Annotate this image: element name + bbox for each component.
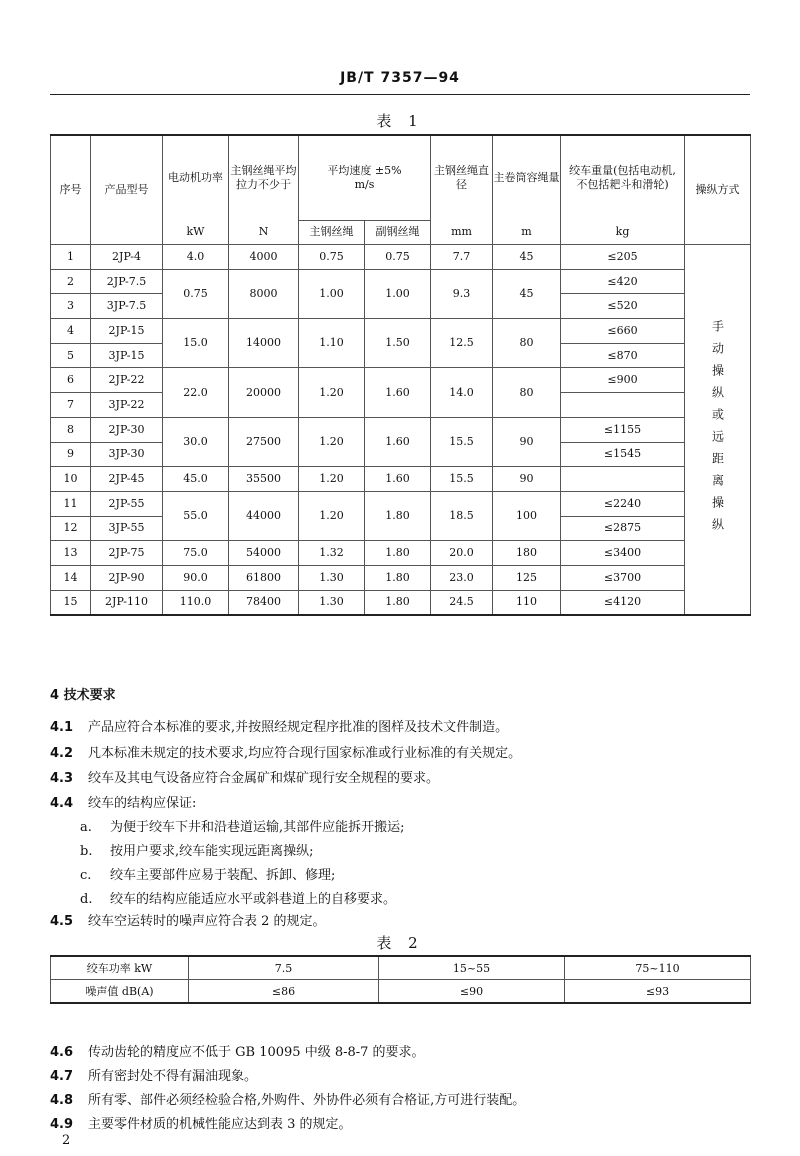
- standard-code: JB/T 7357—94: [340, 70, 460, 86]
- sub-clause: a. 为便于绞车下井和沿巷道运输,其部件应能拆开搬运;: [80, 820, 405, 835]
- cell-speed-main: 1.10: [299, 319, 365, 368]
- header-model: 产品型号: [91, 135, 163, 245]
- table-row: [51, 491, 751, 516]
- cell-seq: 10: [51, 467, 91, 492]
- cell-cap: 45: [493, 245, 561, 270]
- cell-weight: ≤520: [561, 294, 685, 319]
- cell-pull: 14000: [229, 319, 299, 368]
- cell-speed-aux: 1.60: [365, 467, 431, 492]
- cell-cap: 180: [493, 541, 561, 566]
- power-value: 7.5: [189, 956, 379, 980]
- cell-pull: 78400: [229, 590, 299, 615]
- cell-weight: [561, 393, 685, 418]
- cell-seq: 13: [51, 541, 91, 566]
- cell-weight: [561, 467, 685, 492]
- cell-weight: ≤1155: [561, 417, 685, 442]
- cell-dia: 18.5: [431, 491, 493, 540]
- cell-speed-main: 1.30: [299, 565, 365, 590]
- cell-speed-aux: 0.75: [365, 245, 431, 270]
- cell-weight: ≤4120: [561, 590, 685, 615]
- cell-speed-aux: 1.80: [365, 590, 431, 615]
- cell-model: 3JP-7.5: [91, 294, 163, 319]
- header-operation: 操纵方式: [685, 135, 751, 245]
- cell-seq: 8: [51, 417, 91, 442]
- cell-weight: ≤3700: [561, 565, 685, 590]
- header-pull: 主钢丝绳平均拉力不少于: [229, 135, 299, 220]
- cell-seq: 5: [51, 343, 91, 368]
- clause: 4.2 凡本标准未规定的技术要求,均应符合现行国家标准或行业标准的有关规定。: [50, 746, 522, 761]
- cell-cap: 100: [493, 491, 561, 540]
- page-number: 2: [62, 1133, 71, 1148]
- cell-dia: 24.5: [431, 590, 493, 615]
- cell-model: 2JP-55: [91, 491, 163, 516]
- cell-speed-aux: 1.60: [365, 417, 431, 466]
- cell-speed-main: 1.20: [299, 491, 365, 540]
- cell-weight: ≤2240: [561, 491, 685, 516]
- table2: [50, 955, 751, 1004]
- cell-model: 2JP-15: [91, 319, 163, 344]
- cell-pull: 20000: [229, 368, 299, 417]
- clause: 4.9 主要零件材质的机械性能应达到表 3 的规定。: [50, 1117, 352, 1132]
- cell-seq: 11: [51, 491, 91, 516]
- cell-seq: 4: [51, 319, 91, 344]
- cell-model: 2JP-4: [91, 245, 163, 270]
- header-speed-aux: 副钢丝绳: [365, 220, 431, 245]
- table-row: [51, 269, 751, 294]
- cell-seq: 14: [51, 565, 91, 590]
- table-row: [51, 541, 751, 566]
- header-dia: 主钢丝绳直径: [431, 135, 493, 220]
- section-title: 4 技术要求: [50, 688, 116, 703]
- cell-seq: 6: [51, 368, 91, 393]
- unit-pull: N: [229, 220, 299, 245]
- header-power: 电动机功率: [163, 135, 229, 220]
- cell-speed-main: 1.20: [299, 368, 365, 417]
- cell-power: 15.0: [163, 319, 229, 368]
- cell-seq: 2: [51, 269, 91, 294]
- cell-power: 0.75: [163, 269, 229, 318]
- cell-power: 90.0: [163, 565, 229, 590]
- cell-power: 75.0: [163, 541, 229, 566]
- cell-pull: 4000: [229, 245, 299, 270]
- noise-value: ≤86: [189, 980, 379, 1004]
- cell-cap: 80: [493, 319, 561, 368]
- cell-speed-aux: 1.00: [365, 269, 431, 318]
- clause: 4.6 传动齿轮的精度应不低于 GB 10095 中级 8-8-7 的要求。: [50, 1045, 425, 1060]
- power-value: 15~55: [379, 956, 565, 980]
- cell-speed-aux: 1.80: [365, 491, 431, 540]
- cell-model: 2JP-22: [91, 368, 163, 393]
- header-cap: 主卷筒容绳量: [493, 135, 561, 220]
- table-row: [51, 417, 751, 442]
- cell-dia: 14.0: [431, 368, 493, 417]
- cell-speed-main: 1.20: [299, 467, 365, 492]
- table-row: [51, 467, 751, 492]
- cell-speed-aux: 1.50: [365, 319, 431, 368]
- cell-operation: 手动操纵或远距离操纵: [685, 245, 751, 616]
- cell-dia: 12.5: [431, 319, 493, 368]
- cell-weight: ≤3400: [561, 541, 685, 566]
- clause: 4.8 所有零、部件必须经检验合格,外购件、外协件必须有合格证,方可进行装配。: [50, 1093, 526, 1108]
- header-rule: [50, 94, 750, 95]
- cell-weight: ≤900: [561, 368, 685, 393]
- cell-speed-main: 1.30: [299, 590, 365, 615]
- table-row: [51, 245, 751, 270]
- table2-caption: 表 2: [376, 934, 424, 952]
- cell-dia: 15.5: [431, 417, 493, 466]
- cell-model: 3JP-30: [91, 442, 163, 467]
- table1-caption: 表 1: [376, 112, 424, 130]
- clause: 4.1 产品应符合本标准的要求,并按照经规定程序批准的图样及技术文件制造。: [50, 720, 509, 735]
- cell-dia: 20.0: [431, 541, 493, 566]
- cell-cap: 90: [493, 417, 561, 466]
- header-seq: 序号: [51, 135, 91, 245]
- cell-cap: 110: [493, 590, 561, 615]
- table-row: [51, 368, 751, 393]
- cell-model: 2JP-90: [91, 565, 163, 590]
- cell-dia: 7.7: [431, 245, 493, 270]
- sub-clause: b. 按用户要求,绞车能实现远距离操纵;: [80, 844, 314, 859]
- cell-speed-main: 1.00: [299, 269, 365, 318]
- cell-cap: 80: [493, 368, 561, 417]
- unit-power: kW: [163, 220, 229, 245]
- table-row: [51, 590, 751, 615]
- header-speed-main: 主钢丝绳: [299, 220, 365, 245]
- cell-speed-aux: 1.80: [365, 541, 431, 566]
- cell-model: 3JP-15: [91, 343, 163, 368]
- cell-dia: 15.5: [431, 467, 493, 492]
- cell-seq: 1: [51, 245, 91, 270]
- power-value: 75~110: [565, 956, 751, 980]
- cell-speed-main: 0.75: [299, 245, 365, 270]
- cell-weight: ≤1545: [561, 442, 685, 467]
- cell-model: 2JP-7.5: [91, 269, 163, 294]
- cell-seq: 7: [51, 393, 91, 418]
- cell-model: 3JP-55: [91, 516, 163, 541]
- cell-power: 110.0: [163, 590, 229, 615]
- cell-weight: ≤660: [561, 319, 685, 344]
- cell-seq: 15: [51, 590, 91, 615]
- cell-power: 4.0: [163, 245, 229, 270]
- unit-cap: m: [493, 220, 561, 245]
- noise-value: ≤90: [379, 980, 565, 1004]
- cell-cap: 90: [493, 467, 561, 492]
- cell-pull: 54000: [229, 541, 299, 566]
- sub-clause: d. 绞车的结构应能适应水平或斜巷道上的自移要求。: [80, 892, 397, 907]
- cell-speed-main: 1.32: [299, 541, 365, 566]
- cell-model: 2JP-110: [91, 590, 163, 615]
- cell-weight: ≤420: [561, 269, 685, 294]
- cell-model: 2JP-45: [91, 467, 163, 492]
- cell-seq: 12: [51, 516, 91, 541]
- cell-power: 45.0: [163, 467, 229, 492]
- unit-dia: mm: [431, 220, 493, 245]
- clause: 4.7 所有密封处不得有漏油现象。: [50, 1069, 258, 1084]
- table1: [50, 134, 751, 616]
- cell-pull: 61800: [229, 565, 299, 590]
- cell-dia: 9.3: [431, 269, 493, 318]
- cell-power: 55.0: [163, 491, 229, 540]
- sub-clause: c. 绞车主要部件应易于装配、拆卸、修理;: [80, 868, 336, 883]
- cell-speed-aux: 1.80: [365, 565, 431, 590]
- header-speed: 平均速度 ±5% m/s: [299, 135, 431, 220]
- cell-speed-aux: 1.60: [365, 368, 431, 417]
- cell-weight: ≤205: [561, 245, 685, 270]
- cell-weight: ≤2875: [561, 516, 685, 541]
- cell-weight: ≤870: [561, 343, 685, 368]
- cell-model: 2JP-75: [91, 541, 163, 566]
- cell-power: 22.0: [163, 368, 229, 417]
- cell-dia: 23.0: [431, 565, 493, 590]
- table-row: [51, 565, 751, 590]
- noise-value: ≤93: [565, 980, 751, 1004]
- cell-model: 2JP-30: [91, 417, 163, 442]
- cell-power: 30.0: [163, 417, 229, 466]
- cell-seq: 3: [51, 294, 91, 319]
- unit-weight: kg: [561, 220, 685, 245]
- cell-pull: 8000: [229, 269, 299, 318]
- cell-model: 3JP-22: [91, 393, 163, 418]
- cell-cap: 125: [493, 565, 561, 590]
- clause: 4.3 绞车及其电气设备应符合金属矿和煤矿现行安全规程的要求。: [50, 771, 440, 786]
- cell-pull: 27500: [229, 417, 299, 466]
- power-label: 绞车功率 kW: [51, 956, 189, 980]
- cell-pull: 35500: [229, 467, 299, 492]
- noise-label: 噪声值 dB(A): [51, 980, 189, 1004]
- cell-seq: 9: [51, 442, 91, 467]
- clause: 4.5 绞车空运转时的噪声应符合表 2 的规定。: [50, 914, 326, 929]
- cell-cap: 45: [493, 269, 561, 318]
- table-row: [51, 319, 751, 344]
- clause: 4.4 绞车的结构应保证:: [50, 796, 197, 811]
- cell-speed-main: 1.20: [299, 417, 365, 466]
- header-weight: 绞车重量(包括电动机,不包括耙斗和滑轮): [561, 135, 685, 220]
- cell-pull: 44000: [229, 491, 299, 540]
